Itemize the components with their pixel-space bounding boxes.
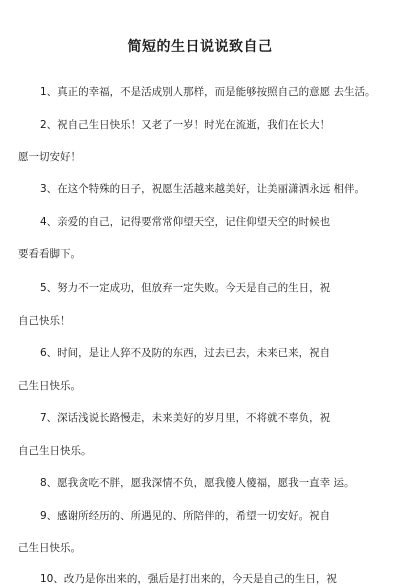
paragraph-line: 7、深话浅说长路慢走，未来美好的岁月里，不将就不辜负，祝 [40,412,331,424]
paragraph-line: 己生日快乐。 [18,380,81,392]
paragraph-line: 1、真正的幸福，不是活成别人那样，而是能够按照自己的意愿 去生活。 [40,86,376,98]
paragraph-line: 2、祝自己生日快乐！又老了一岁！时光在流逝，我们在长大！ [40,119,331,131]
paragraph-line: 自己生日快乐。 [18,445,92,457]
paragraph-line: 4、亲爱的自己，记得要常常仰望天空，记住仰望天空的时候也 [40,216,331,228]
paragraph-line: 8、愿我贪吃不胖，愿我深情不负，愿我傻人傻福，愿我一直幸 运。 [40,477,355,489]
paragraph-line: 要看看脚下。 [18,248,81,260]
document-title: 简短的生日说说致自己 [127,39,273,55]
paragraph-line: 3、在这个特殊的日子，祝愿生活越来越美好，让美丽潇洒永远 相伴。 [40,183,366,195]
paragraph-line: 己生日快乐。 [18,542,81,554]
paragraph-line: 6、时间，是让人猝不及防的东西，过去已去，未来已来，祝自 [40,347,331,359]
paragraph-line: 愿一切安好！ [18,151,81,163]
paragraph-line: 10、改乃是你出来的，强后是打出来的，今天是自己的生日，祝 [40,573,337,585]
paragraph-line: 9、感谢所经历的、所遇见的、所陪伴的，希望一切安好。祝自 [40,510,331,522]
paragraph-line: 自己快乐！ [18,315,71,327]
paragraph-line: 5、努力不一定成功，但放弃一定失败。今天是自己的生日，祝 [40,282,331,294]
